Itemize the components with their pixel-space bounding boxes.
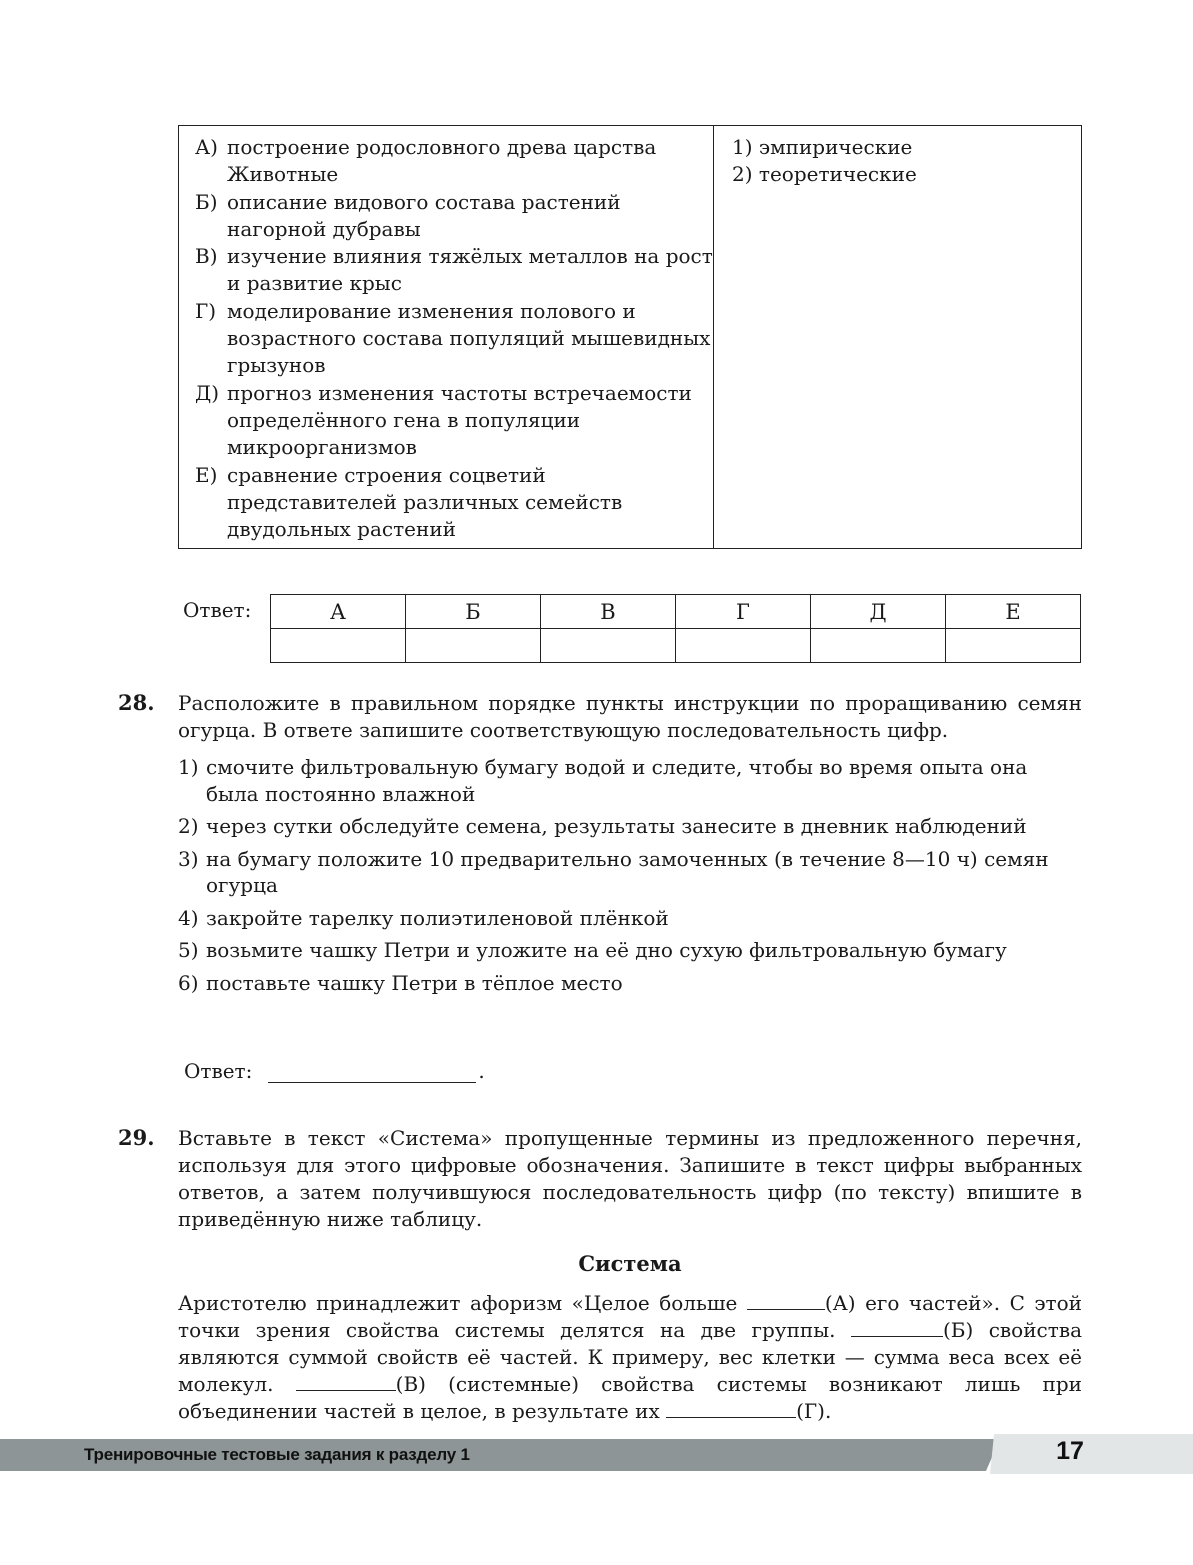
steps-list: [178, 754, 1082, 996]
blank-b[interactable]: [851, 1318, 943, 1337]
task-28: [118, 690, 1082, 1002]
text-fragment: (В) (системные) свойства системы возникают лишь при объединении частей в целое, в результате их: [178, 1372, 1083, 1423]
step-item: [178, 937, 1082, 964]
answer-grid: [270, 594, 1081, 663]
matching-letter: Е): [195, 462, 218, 487]
matching-item: [195, 462, 713, 544]
answer-header-cell: Г: [676, 595, 811, 629]
matching-item: [195, 243, 713, 298]
step-number: 3): [178, 846, 199, 871]
step-number: 6): [178, 970, 199, 995]
text-fragment: (А) его частей». С этой точки зрения свойства системы делятся на две группы.: [178, 1291, 1082, 1342]
answer-label: Ответ:: [183, 598, 252, 622]
blank-c[interactable]: [296, 1372, 396, 1391]
answer-header-cell: Б: [406, 595, 541, 629]
step-number: 2): [178, 814, 199, 838]
answer-input-cell[interactable]: [676, 629, 811, 663]
section-heading: Система: [578, 1251, 682, 1276]
step-number: 5): [178, 938, 199, 962]
step-text: через сутки обследуйте семена, результаты занесите в дневник наблюдений: [206, 814, 1027, 838]
text-fragment: (Б) свойства являются суммой свойств её частей. К примеру, вес клетки — сумма веса всех её молекул.: [178, 1318, 1083, 1396]
answer-input-cell[interactable]: [946, 629, 1081, 663]
task-text: Вставьте в текст «Система» пропущенные термины из предложенного перечня, используя для этого цифровые обозначения. Запишите в текст цифры выбранных ответов, а затем получившуюся последовательность цифр (по тексту) впишите в приведённую ниже таблицу.: [178, 1126, 1082, 1231]
matching-text: изучение влияния тяжёлых металлов на рост и развитие крыс: [227, 244, 713, 296]
section-text: [178, 1290, 1082, 1425]
matching-option: 2) теоретические: [732, 162, 917, 187]
answer-dot: .: [478, 1059, 485, 1083]
matching-left-column: [179, 126, 714, 548]
step-item: [178, 846, 1082, 899]
matching-letter: Г): [195, 298, 217, 323]
matching-text: построение родословного древа царства Животные: [227, 135, 657, 187]
step-text: возьмите чашку Петри и уложите на её дно сухую фильтровальную бумагу: [206, 938, 1007, 962]
matching-option: 1) эмпирические: [732, 135, 913, 159]
answer-input-cell[interactable]: [406, 629, 541, 663]
answer-line-input[interactable]: [268, 1052, 476, 1083]
step-item: [178, 754, 1082, 807]
text-fragment: (Г).: [796, 1399, 832, 1423]
step-item: [178, 813, 1082, 840]
matching-text: описание видового состава растений нагорной дубравы: [227, 189, 621, 241]
matching-text: прогноз изменения частоты встречаемости определённого гена в популяции микроорганизмов: [227, 380, 692, 460]
blank-d[interactable]: [666, 1399, 796, 1418]
answer-header-cell: В: [541, 595, 676, 629]
step-number: 4): [178, 905, 199, 930]
matching-text: сравнение строения соцветий представителей различных семейств двудольных растений: [227, 462, 623, 542]
answer-input-cell[interactable]: [541, 629, 676, 663]
matching-item: [195, 380, 713, 462]
matching-letter: А): [195, 135, 218, 159]
answer-header-cell: А: [271, 595, 406, 629]
matching-letter: В): [195, 244, 218, 269]
matching-text: моделирование изменения полового и возрастного состава популяций мышевидных грызунов: [227, 298, 711, 378]
answer-label: Ответ:: [184, 1059, 253, 1083]
footer-title: Тренировочные тестовые задания к разделу 1: [84, 1445, 470, 1464]
step-text: смочите фильтровальную бумагу водой и следите, чтобы во время опыта она была постоянно влажной: [206, 755, 1028, 806]
matching-item: [195, 134, 713, 189]
footer-page-box: [990, 1434, 1193, 1474]
blank-a[interactable]: [747, 1291, 825, 1310]
step-item: [178, 970, 1082, 997]
task-text: Расположите в правильном порядке пункты инструкции по проращиванию семян огурца. В ответе запишите соответствующую последовательность цифр.: [178, 691, 1082, 742]
task-28-answer: [184, 1052, 485, 1083]
matching-item: [195, 298, 713, 380]
page-number: 17: [1056, 1437, 1084, 1465]
task-number: 29.: [118, 1125, 155, 1150]
matching-table: [178, 125, 1082, 549]
step-text: на бумагу положите 10 предварительно замоченных (в течение 8—10 ч) семян огурца: [206, 846, 1049, 897]
answer-header-cell: Е: [946, 595, 1081, 629]
answer-header-cell: Д: [811, 595, 946, 629]
task-29: [118, 1125, 1082, 1233]
matching-letter: Д): [195, 380, 220, 405]
step-text: закройте тарелку полиэтиленовой плёнкой: [206, 905, 669, 930]
matching-item: [195, 189, 713, 244]
answer-input-cell[interactable]: [811, 629, 946, 663]
matching-right-column: [714, 126, 1081, 548]
step-number: 1): [178, 755, 199, 779]
step-text: поставьте чашку Петри в тёплое место: [206, 970, 623, 995]
answer-input-cell[interactable]: [271, 629, 406, 663]
step-item: [178, 905, 1082, 932]
task-number: 28.: [118, 690, 155, 715]
matching-letter: Б): [195, 189, 218, 214]
text-fragment: Аристотелю принадлежит афоризм «Целое больше: [178, 1291, 747, 1315]
